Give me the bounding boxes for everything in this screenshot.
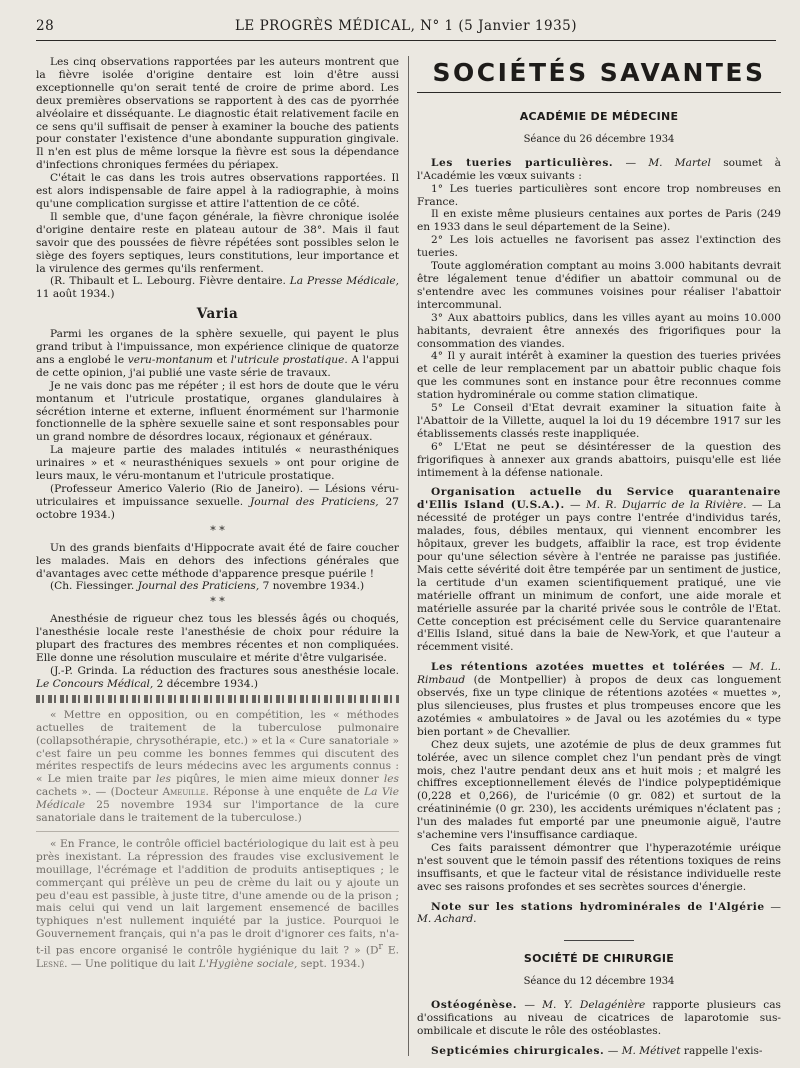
- report-item: 3° Aux abattoirs publics, dans les villes ayant au moins 10.000 habitants, devraient être annexés des frigorifiques pour la consommation des viandes.: [417, 311, 781, 350]
- article-paragraph: La majeure partie des malades intitulés « neurasthéniques urinaires » et « neurasthéniques sexuels » ont pour origine de leurs maux, le véru-montanum et l'utricule prostatique.: [36, 444, 399, 483]
- article-paragraph: Anesthésie de rigueur chez tous les blessés âgés ou choqués, l'anesthésie locale reste l'anesthésie de choix pour réduire la plupart des fractures des membres récentes et non compliquées. Elle donne une résolution musculaire et mérite d'être vulgarisée.: [36, 613, 399, 665]
- report-item: 6° L'Etat ne peut se désintéresser de la question des frigorifiques à annexer aux grands abattoirs, puisqu'elle est liée intimement à la défense nationale.: [417, 440, 781, 479]
- article-reference: (Ch. Fiessinger. Journal des Praticiens, 7 novembre 1934.): [50, 580, 365, 593]
- ornamental-divider: [36, 695, 399, 703]
- article-paragraph: C'était le cas dans les trois autres observations rapportées. Il est alors indispensable de faire appel à la radiographie, à moins qu'une complication surgisse et attire l'attention de ce côté.: [36, 172, 399, 210]
- divider: [564, 940, 634, 941]
- report-paragraph: Note sur les stations hydrominérales de l'Algérie — M. Achard.: [417, 900, 781, 926]
- article-paragraph: Un des grands bienfaits d'Hippocrate avait été de faire coucher les malades. Mais en dehors des infections générales que d'avantages avec cette méthode d'apparence presque puérile !: [36, 541, 399, 580]
- article-paragraph: Je ne vais donc pas me répéter ; il est hors de doute que le véru montanum et l'utricule prostatique, organes glandulaires à sécrétion interne et externe, influent énormément sur l'harmonie fonctionnelle de la sphère sexuelle saine et sont responsables pour un grand nombre de désordres locaux, régionaux et généraux.: [36, 379, 399, 444]
- header-rule: [36, 40, 776, 41]
- asterism-separator: * *: [210, 595, 225, 609]
- column-rule: [408, 56, 409, 1056]
- article-paragraph: Parmi les organes de la sphère sexuelle, qui payent le plus grand tribut à l'impuissance, mon expérience clinique de quatorze ans a englobé le veru-montanum et l'utricule prostatique. A l'appui de cette opinion, j'ai publié une vaste série de travaux.: [36, 328, 399, 379]
- report-item: Il en existe même plusieurs centaines aux portes de Paris (249 en 1933 dans le seul département de la Seine).: [417, 208, 781, 234]
- report-paragraph: Septicémies chirurgicales. — M. Métivet rappelle l'exis-: [431, 1044, 763, 1056]
- report-item: 2° Les lois actuelles ne favorisent pas assez l'extinction des tueries.: [417, 234, 781, 260]
- article-reference: (R. Thibault et L. Lebourg. Fièvre dentaire. La Presse Médicale, 11 août 1934.): [36, 275, 399, 301]
- society-heading: SOCIÉTÉ DE CHIRURGIE: [523, 952, 675, 966]
- section-title-societes: SOCIÉTÉS SAVANTES: [432, 58, 766, 87]
- quote-paragraph: « En France, le contrôle officiel bactériologique du lait est à peu près inexistant. La répression des fraudes vise exclusivement le mouillage, l'écrémage et l'addition de produits antiseptiques ; le commerçant qui prélève un peu de crème du lait ou y ajoute un peu d'eau est passible, à juste titre, d'une amende ou de la prison ; mais celui qui vend un lait largement ensemencé de bacilles typhiques n'est nullement inquiété par la justice. Pourquoi le Gouvernement français, qui n'a pas le droit d'ignorer ces faits, n'a-t-il pas encore organisé le contrôle hygiénique du lait ? » ($D^r$ E. Lesné. — Une politique du lait L'Hygiène sociale, sept. 1934.): [36, 837, 399, 970]
- section-title-varia: Varia: [196, 306, 239, 323]
- left-column: [36, 56, 399, 1056]
- article-reference: (J.-P. Grinda. La réduction des fractures sous anesthésie locale. Le Concours Médical, 2 décembre 1934.): [36, 664, 399, 690]
- divider: [36, 831, 399, 832]
- report-paragraph: Les tueries particulières. — M. Martel soumet à l'Académie les vœux suivants :: [417, 156, 781, 182]
- session-date: Séance du 26 décembre 1934: [523, 133, 675, 145]
- right-column: [417, 56, 781, 1056]
- report-paragraph: Chez deux sujets, une azotémie de plus de deux grammes fut tolérée, avec un silence complet chez l'un pendant près de vingt mois, chez l'autre pendant deux ans et huit mois ; et malgré les chiffres exceptionnellement élevés de l'indice polypeptidémique (0,228 et 0,266), de l'uricémie (0 gr. 082) et surtout de la créatininémie (0 gr. 230), les accidents urémiques n'éclatent pas ; l'un des malades fut emporté par une pneumonie aiguë, l'autre s'achemine vers l'insuffisance cardiaque.: [417, 738, 781, 842]
- session-date: Séance du 12 décembre 1934: [523, 976, 675, 988]
- journal-title: LE PROGRÈS MÉDICAL, N° 1 (5 Janvier 1935): [234, 18, 578, 34]
- asterism-separator: * *: [210, 523, 225, 537]
- report-item: 4° Il y aurait intérêt à examiner la question des tueries privées et celle de leur remplacement par un abattoir public chaque fois que les communes sont en instance pour être reconnues comme station hydrominérale ou comme station climatique.: [417, 350, 781, 402]
- page-number: 28: [36, 18, 55, 34]
- report-paragraph: Organisation actuelle du Service quarantenaire d'Ellis Island (U.S.A.). — M. R. Dujarric de la Rivière. — La nécessité de protéger un pays contre l'entrée d'individus tarés, malades, fous, débiles mentaux, qui viennent encombrer les hôpitaux, grever les budgets, affaiblir la race, est trop évidente pour qu'une sélection sévère à l'entrée ne paraisse pas justifiée. Mais cette sévérité doit être tempérée par un sentiment de justice, la certitude d'un examen scientifiquement pratiqué, une vie matérielle offrant un minimum de confort, une aide morale et matérielle assurée par la charité privée sous le contrôle de l'Etat. Cette conception est précisément celle du Service quarantenaire d'Ellis Island, situé dans la baie de New-York, et que l'auteur a récemment visité.: [417, 486, 781, 654]
- report-paragraph: Les rétentions azotées muettes et tolérées — M. L. Rimbaud (de Montpellier) à propos de deux cas longuement observés, fixe un type clinique de rétentions azotées « muettes », plus silencieuses, plus frustes et plus trompeuses encore que les azotémies « ambulatoires » de Javal ou les azotémies du « type bien portant » de Chevallier.: [417, 661, 781, 738]
- report-paragraph: Ces faits paraissent démontrer que l'hyperazotémie uréique n'est souvent que le témoin passif des rétentions toxiques de reins insuffisants, et que le facteur vital de résistance individuelle reste avec ses raisons profondes et ses secrètes sources d'énergie.: [417, 841, 781, 893]
- society-heading: ACADÉMIE DE MÉDECINE: [519, 110, 679, 123]
- report-paragraph: Ostéogénèse. — M. Y. Delagénière rapporte plusieurs cas d'ossifications au niveau de cicatrices de laparotomie sus-ombilicale et discute le rôle des ostéoblastes.: [417, 999, 781, 1037]
- running-header: [36, 18, 776, 36]
- report-item: 5° Le Conseil d'Etat devrait examiner la situation faite à l'Abattoir de la Villette, auquel la loi du 19 décembre 1917 sur les établissements classés reste inappliquée.: [417, 402, 781, 440]
- article-paragraph: Il semble que, d'une façon générale, la fièvre chronique isolée d'origine dentaire reste en plateau autour de 38°. Mais il faut savoir que des poussées de fièvre répétées sont possibles selon le siège des foyers septiques, leurs constitutions, leur importance et la virulence des germes qu'ils renferment.: [36, 210, 399, 275]
- report-item: Toute agglomération comptant au moins 3.000 habitants devrait être légalement tenue d'édifier un abattoir communal ou de s'entendre avec les communes voisines pour réaliser l'abattoir intercommunal.: [417, 260, 781, 311]
- article-reference: (Professeur Americo Valerio (Rio de Janeiro). — Lésions véru-utriculaires et impuissance sexuelle. Journal des Praticiens, 27 octobre 1934.): [36, 483, 399, 521]
- title-rule: [417, 92, 781, 93]
- quote-paragraph: « Mettre en opposition, ou en compétition, les « méthodes actuelles de traitement de la tuberculose pulmonaire (collapsothérapie, chrysothérapie, etc.) » et la « Cure sanatoriale » c'est faire un peu comme les bonnes femmes qui discutent des mérites respectifs de leurs médecins avec les arguments connus : « Le mien traite par les piqûres, le mien aime mieux donner les cachets ». — (Docteur Ameuille. Réponse à une enquête de La Vie Médicale 25 novembre 1934 sur l'importance de la cure sanatoriale dans le traitement de la tuberculose.): [36, 708, 399, 825]
- report-item: 1° Les tueries particulières sont encore trop nombreuses en France.: [417, 182, 781, 208]
- article-paragraph: Les cinq observations rapportées par les auteurs montrent que la fièvre isolée d'origine dentaire est loin d'être aussi exceptionnelle qu'on serait tenté de croire de prime abord. Les deux premières observations se rapportent à des cas de pyorrhée alvéolaire et disséquante. Le diagnostic était relativement facile en ce sens qu'il suffisait de penser à examiner la bouche des patients pour constater l'existence d'une abondante suppuration gingivale. Il n'en est plus de même lorsque la fièvre est sous la dépendance d'infections chroniques fermées du périapex.: [36, 56, 399, 172]
